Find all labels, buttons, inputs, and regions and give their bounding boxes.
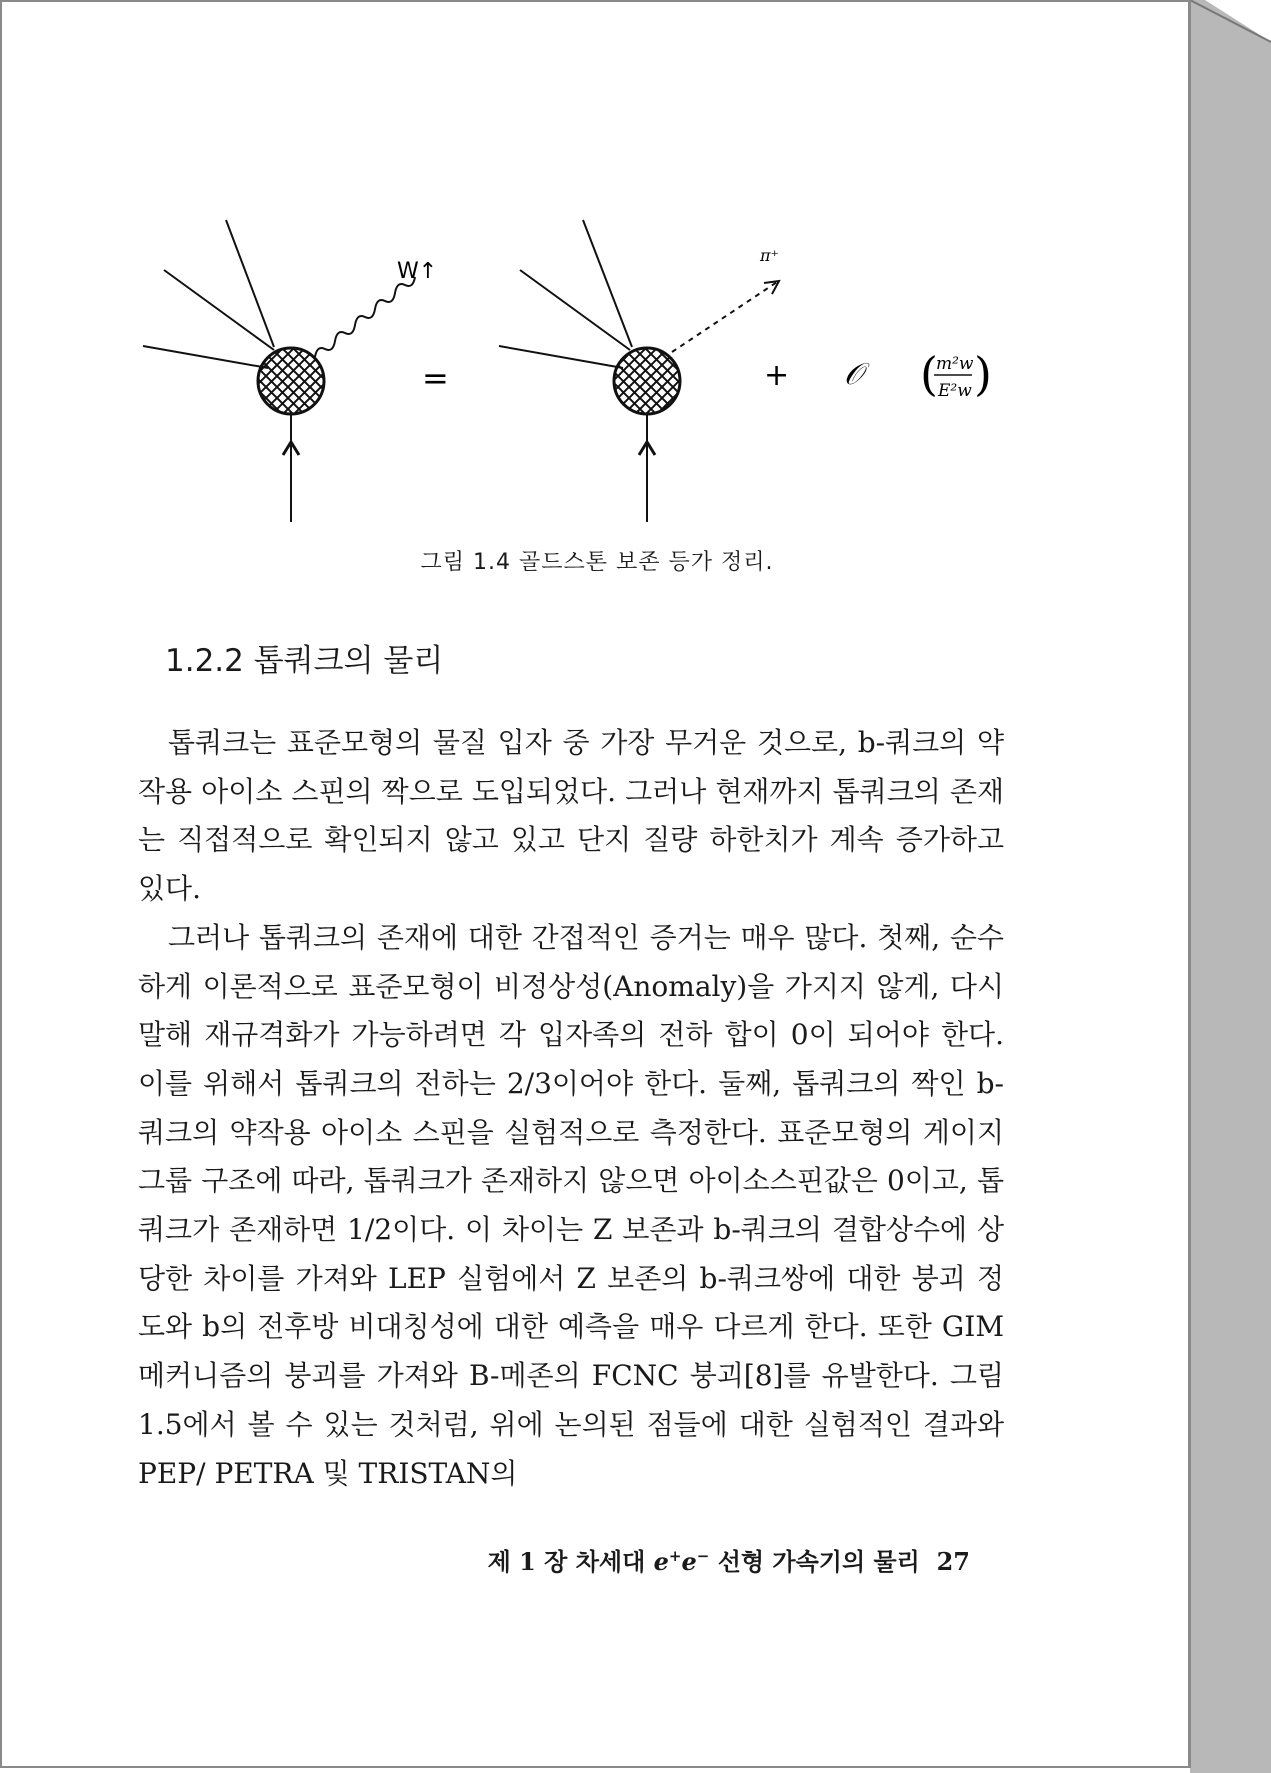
plus-sign: +	[764, 358, 790, 393]
mass-energy-ratio	[920, 347, 992, 401]
paragraph: 그러나 톱쿼크의 존재에 대한 간접적인 증거는 매우 많다. 첫째, 순수하게 이론적으로 표준모형이 비정상성(Anomaly)을 가지지 않게, 다시 말해 재규격화가 가능하려면 각 입자족의 전하 합이 0이 되어야 한다. 이를 위해서 톱쿼크의 전하는 2/3이어야 한다. 둘째, 톱쿼크의 짝인 b-쿼크의 약작용 아이소 스핀을 실험적으로 측정한다. 표준모형의 게이지 그룹 구조에 따라, 톱쿼크가 존재하지 않으면 아이소스핀값은 0이고, 톱쿼크가 존재하면 1/2이다. 이 차이는 Z 보존과 b-쿼크의 결합상수에 상당한 차이를 가져와 LEP 실험에서 Z 보존의 b-쿼크쌍에 대한 붕괴 정도와 b의 전후방 비대칭성에 대한 예측을 매우 다르게 한다. 또한 GIM 메커니즘의 붕괴를 가져와 B-메존의 FCNC 붕괴[8]를 유발한다. 그림 1.5에서 볼 수 있는 것처럼, 위에 논의된 점들에 대한 실험적인 결과와 PEP/ PETRA 및 TRISTAN의	[138, 920, 1004, 1490]
external-line	[164, 270, 274, 350]
w-boson-wavy-line	[315, 277, 415, 357]
figure-caption: 그림 1.4 골드스톤 보존 등가 정리.	[420, 550, 774, 575]
hatched-vertex-blob	[614, 348, 680, 414]
external-line	[143, 346, 268, 368]
order-symbol: 𝒪	[844, 357, 863, 392]
fraction-numerator: m²w	[936, 354, 974, 374]
svg-text:(: (	[920, 347, 938, 401]
arrow-icon	[764, 281, 779, 294]
page-number: 27	[936, 1547, 970, 1576]
hatched-vertex-blob	[258, 348, 324, 414]
external-line	[583, 220, 632, 347]
fraction-denominator: E²w	[938, 381, 972, 401]
external-line	[499, 346, 623, 368]
external-line	[226, 220, 274, 347]
body-text	[138, 719, 1004, 1498]
running-footer	[2, 1542, 970, 1577]
external-line	[520, 270, 630, 350]
w-label: W↑	[397, 259, 438, 284]
footer-title: 선형 가속기의 물리	[717, 1547, 920, 1576]
footer-chapter: 제 1 장 차세대	[487, 1547, 646, 1576]
pion-dashed-line	[672, 282, 777, 352]
right-feynman-diagram	[499, 220, 779, 522]
footer-ee: e+e−	[653, 1547, 710, 1576]
goldstone-equivalence-figure	[2, 2, 1192, 562]
pion-label: π⁺	[760, 246, 779, 265]
left-feynman-diagram	[143, 220, 437, 522]
equals-sign: =	[422, 359, 449, 397]
section-heading: 1.2.2 톱쿼크의 물리	[165, 643, 444, 679]
svg-text:): )	[974, 347, 992, 401]
paragraph: 톱쿼크는 표준모형의 물질 입자 중 가장 무거운 것으로, b-쿼크의 약작용 아이소 스핀의 짝으로 도입되었다. 그러나 현재까지 톱쿼크의 존재는 직접적으로 확인되지 않고 있고 단지 질량 하한치가 계속 증가하고 있다.	[138, 726, 1004, 906]
